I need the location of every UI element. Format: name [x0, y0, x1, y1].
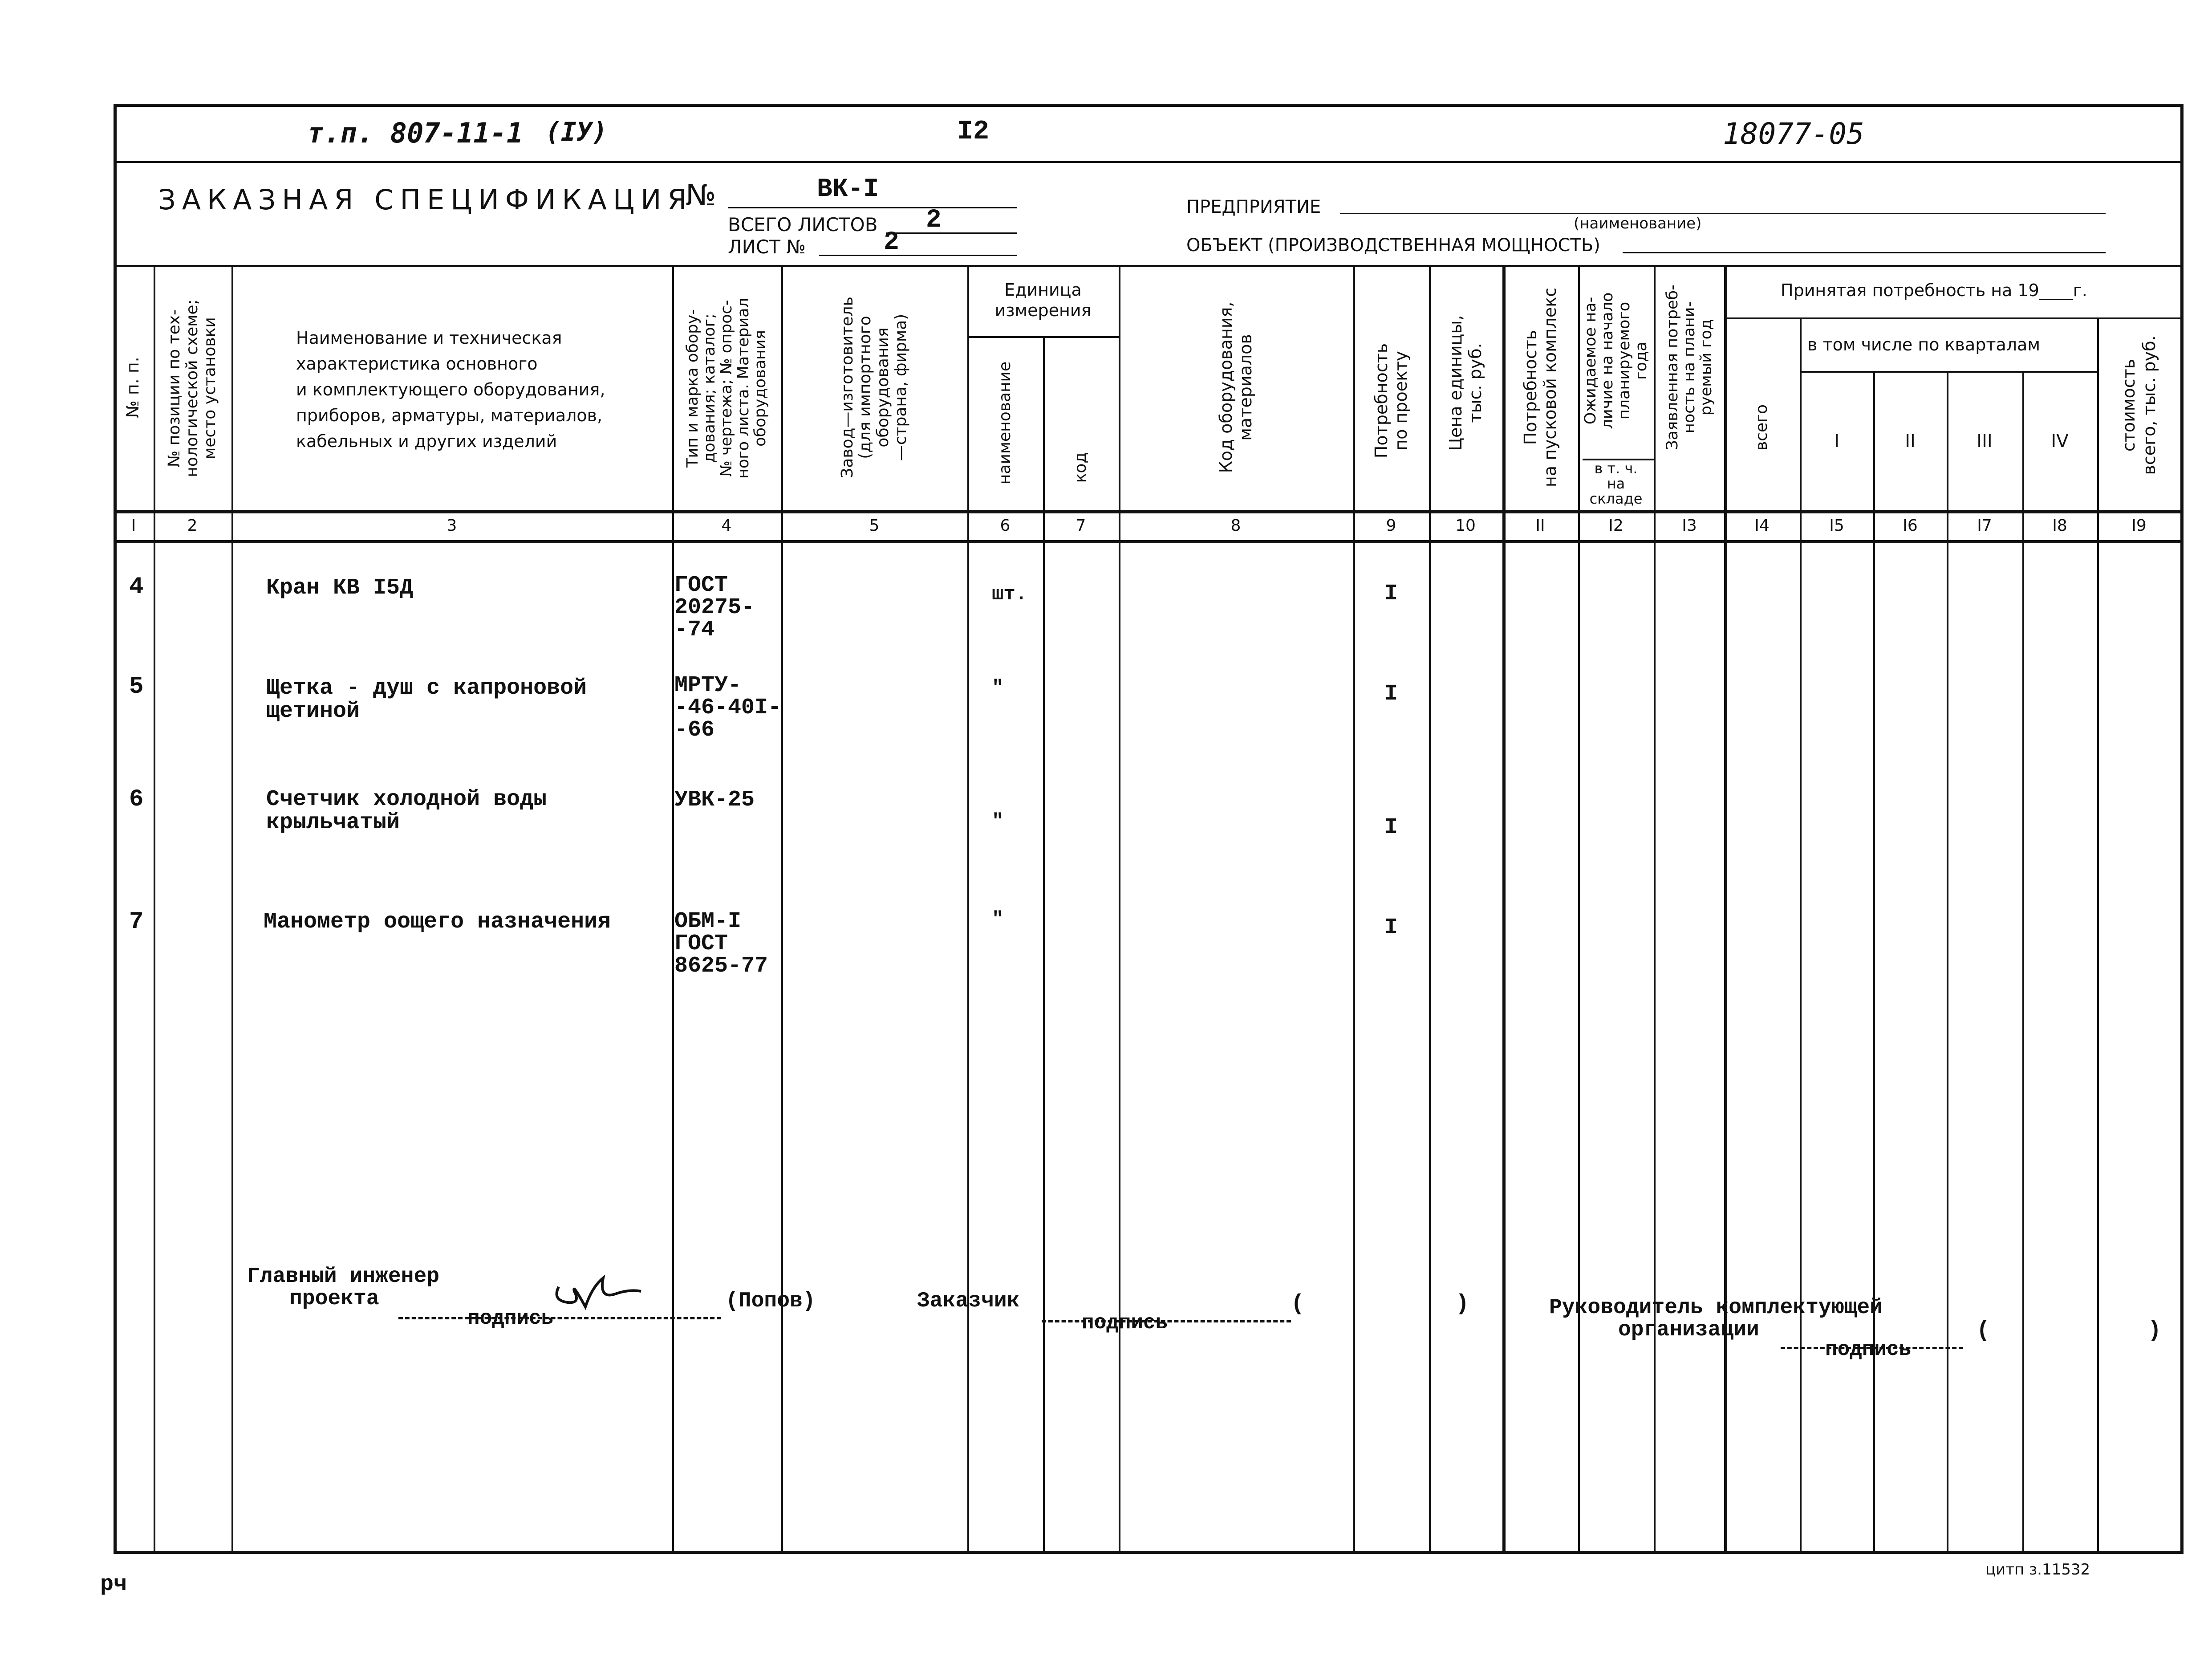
column-number: I9: [2131, 517, 2147, 535]
header-item-number: № п. п.: [123, 357, 142, 418]
column-number: I: [131, 517, 136, 535]
sheet-line: [819, 255, 1017, 256]
item-need: I: [1384, 581, 1398, 606]
col-line: [154, 265, 155, 1554]
header-total: всего: [1753, 404, 1771, 451]
item-type: ГОСТ 20275- -74: [674, 573, 755, 643]
col-line-bold: [1724, 265, 1727, 1554]
project-number: т.п. 807-11-1: [307, 117, 524, 149]
col-line: [1654, 265, 1656, 1554]
supplier-org-label: организации: [1618, 1318, 1759, 1342]
column-number: 7: [1076, 517, 1086, 535]
object-label: ОБЪЕКТ (ПРОИЗВОДСТВЕННАЯ МОЩНОСТЬ): [1186, 235, 1600, 256]
item-need: I: [1384, 681, 1398, 707]
customer-paren-close: ): [1456, 1291, 1469, 1317]
column-number: I7: [1977, 517, 1992, 535]
naming-note: (наименование): [1574, 215, 1702, 232]
header-unit-code: код: [1072, 452, 1090, 483]
col-line: [1873, 371, 1875, 1554]
supplier-sign-caption: подпись: [1825, 1338, 1912, 1361]
supplier-paren-close: ): [2148, 1318, 2162, 1343]
col-line: [231, 265, 233, 1554]
supplier-head-label: Руководитель комплектующей: [1549, 1296, 1883, 1320]
column-number: 6: [1000, 517, 1011, 535]
header-divider: [114, 265, 2184, 267]
project-label: проекта: [289, 1287, 379, 1311]
row-number: 5: [129, 673, 144, 700]
column-number: 10: [1455, 517, 1476, 535]
col-line: [1800, 317, 1802, 1554]
customer-sign-caption: подпись: [1082, 1311, 1168, 1334]
item-name: Манометр оощего назначения: [264, 909, 611, 935]
enterprise-label: ПРЕДПРИЯТИЕ: [1186, 197, 1321, 217]
header-quarter-4: IV: [2051, 431, 2069, 452]
item-unit: шт.: [992, 583, 1027, 606]
header-expected-stock: Ожидаемое на- личие на начало планируемого года: [1582, 292, 1650, 429]
header-position: № позиции по тех- нологической схеме; место установки: [165, 299, 219, 477]
header-cost: стоимость всего, тыс. руб.: [2119, 335, 2159, 475]
chief-engineer-label: Главный инженер: [247, 1265, 440, 1289]
col-line: [967, 265, 969, 1554]
col-line-bold: [1502, 265, 1506, 1554]
item-need: I: [1384, 915, 1398, 940]
column-number: 5: [869, 517, 880, 535]
column-number: I8: [2052, 517, 2067, 535]
column-number: 8: [1230, 517, 1241, 535]
col-line: [1119, 265, 1120, 1554]
header-unit-price: Цена единицы, тыс. руб.: [1446, 315, 1485, 451]
page-number: I2: [957, 117, 990, 147]
header-equipment-code: Код оборудования, материалов: [1216, 301, 1255, 473]
header-unit-name: наименование: [996, 361, 1014, 485]
accepted-subheader-line: [1726, 317, 2182, 319]
col-line: [672, 265, 674, 1554]
column-number: II: [1535, 517, 1545, 535]
enterprise-line: [1340, 213, 2106, 214]
sheet-value: 2: [884, 228, 899, 257]
volume-number: (IУ): [545, 117, 608, 147]
header-declared-need: Заявленная потреб- ность на плани- руемый год: [1664, 285, 1715, 450]
header-unit-of-measure: Единица измерения: [994, 280, 1092, 320]
row-number: 4: [129, 574, 144, 601]
col-line: [2097, 317, 2099, 1554]
header-accepted-need: Принятая потребность на 19____г.: [1781, 281, 2087, 300]
item-name: Щетка - душ с капроновой щетиной: [266, 675, 587, 724]
col-line: [1947, 371, 1948, 1554]
chief-engineer-name: (Попов): [726, 1289, 816, 1313]
item-unit: ": [992, 677, 1004, 699]
total-sheets-label: ВСЕГО ЛИСТОВ: [728, 214, 878, 236]
header-startup-need: Потребность на пусковой комплекс: [1521, 287, 1560, 488]
header-quarter-1: I: [1834, 431, 1839, 452]
item-type: УВК-25: [674, 787, 755, 813]
row-number: 7: [129, 908, 144, 936]
col-line: [781, 265, 783, 1554]
header-by-quarters: в том числе по кварталам: [1807, 335, 2040, 354]
footer-print-code: цитп з.11532: [1985, 1561, 2090, 1578]
spec-number-line: [728, 207, 1017, 208]
column-number: 9: [1386, 517, 1396, 535]
item-type: ОБМ-I ГОСТ 8625-77: [674, 909, 768, 979]
column-number: I5: [1829, 517, 1844, 535]
customer-label: Заказчик: [917, 1289, 1020, 1313]
spec-number: ВК-I: [817, 175, 879, 204]
header-quarter-2: II: [1905, 431, 1916, 452]
column-number: 3: [446, 517, 457, 535]
col-line: [1578, 265, 1580, 1554]
item-name: Кран КВ I5Д: [266, 575, 414, 601]
object-line: [1623, 252, 2106, 253]
column-number: I4: [1754, 517, 1770, 535]
total-sheets-line: [886, 232, 1017, 234]
column-number: 2: [187, 517, 198, 535]
handwritten-signature: [550, 1269, 648, 1318]
document-number: 18077-05: [1723, 117, 1864, 151]
item-unit: ": [992, 810, 1004, 833]
total-sheets-value: 2: [926, 206, 942, 235]
col-line: [1353, 265, 1355, 1554]
item-unit: ": [992, 908, 1004, 931]
column-number: I6: [1903, 517, 1918, 535]
item-need: I: [1384, 815, 1398, 840]
col-line: [1043, 336, 1045, 1554]
header-type-brand: Тип и марка обору- дования; каталог; № чертежа; № опрос- ного листа. Материал оборудования: [684, 297, 769, 479]
item-type: МРТУ- -46-40I- -66: [674, 673, 782, 743]
item-name: Счетчик холодной воды крыльчатый: [266, 787, 547, 835]
chief-sign-caption: подпись: [467, 1307, 554, 1330]
number-sign: №: [686, 178, 716, 212]
col-line: [1429, 265, 1431, 1554]
supplier-paren-open: (: [1977, 1318, 1990, 1343]
sheet-label: ЛИСТ №: [728, 236, 806, 258]
quarters-subheader-line: [1800, 371, 2097, 373]
document-title: ЗАКАЗНАЯ СПЕЦИФИКАЦИЯ: [158, 183, 693, 216]
header-manufacturer: Завод—изготовитель (для импортного оборудования —страна, фирма): [838, 297, 910, 478]
header-project-need: Потребность по проекту: [1372, 343, 1411, 459]
footer-left-mark: рч: [100, 1572, 127, 1597]
column-number: I3: [1682, 517, 1697, 535]
customer-paren-open: (: [1291, 1291, 1305, 1317]
column-number: I2: [1608, 517, 1623, 535]
col-line: [2022, 371, 2024, 1554]
header-quarter-3: III: [1977, 431, 1993, 452]
header-in-stock: в т. ч. на складе: [1589, 460, 1643, 507]
header-name-description: Наименование и техническая характеристика основного и комплектующего оборудования, приборов, арматуры, материалов, кабельных и других изделий: [296, 328, 605, 451]
row-number: 6: [129, 786, 144, 813]
top-line-divider: [114, 161, 2184, 163]
column-number: 4: [721, 517, 732, 535]
